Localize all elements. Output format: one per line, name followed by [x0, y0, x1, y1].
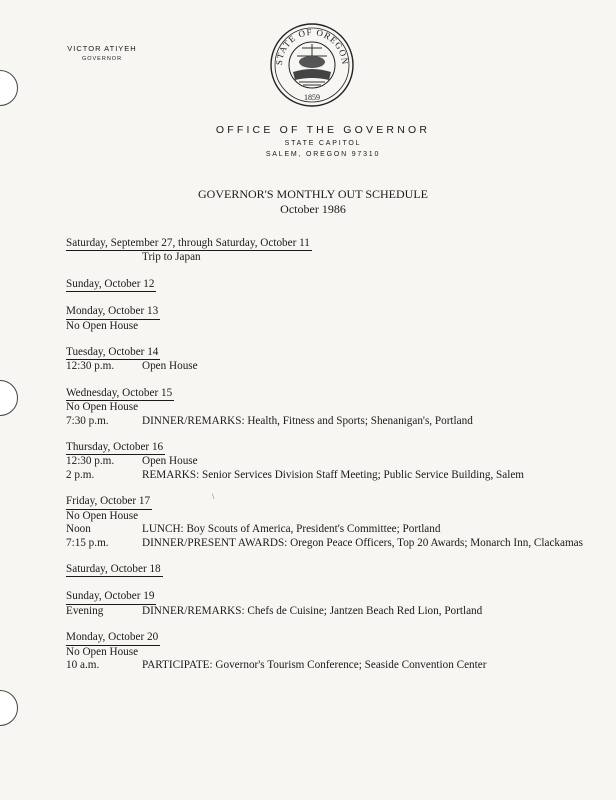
- day-date: Thursday, October 16: [66, 441, 165, 455]
- entry-time: Evening: [66, 604, 104, 617]
- binder-hole: [0, 70, 18, 106]
- office-address: [0, 124, 616, 158]
- schedule-entry: [66, 605, 586, 618]
- schedule-day: [66, 441, 586, 482]
- entry-time: 7:15 p.m.: [66, 536, 109, 549]
- schedule-day: [66, 631, 586, 672]
- schedule-entry: [66, 415, 586, 428]
- day-date: Sunday, October 19: [66, 590, 156, 604]
- entry-description: Open House: [142, 455, 198, 468]
- entry-time: 2 p.m.: [66, 468, 95, 481]
- document-title: GOVERNOR'S MONTHLY OUT SCHEDULE: [198, 187, 428, 201]
- schedule-entry: [66, 659, 586, 672]
- entry-time: 10 a.m.: [66, 658, 100, 671]
- day-date: Tuesday, October 14: [66, 346, 160, 360]
- day-date: Sunday, October 12: [66, 278, 156, 292]
- entry-description: DINNER/PRESENT AWARDS: Oregon Peace Officers, Top 20 Awards; Monarch Inn, Clackamas: [142, 536, 583, 549]
- entry-description: PARTICIPATE: Governor's Tourism Conference; Seaside Convention Center: [142, 658, 487, 671]
- entry-description: LUNCH: Boy Scouts of America, President's Committee; Portland: [142, 523, 441, 536]
- schedule-list: [66, 237, 586, 685]
- schedule-day: [66, 278, 586, 292]
- day-note: No Open House: [66, 645, 139, 658]
- entry-time: 7:30 p.m.: [66, 414, 109, 427]
- schedule-day: [66, 387, 586, 428]
- day-date: Saturday, September 27, through Saturday, October 11: [66, 237, 312, 251]
- office-name: OFFICE OF THE GOVERNOR: [215, 124, 431, 136]
- schedule-day: [66, 346, 586, 374]
- binder-hole: [0, 690, 18, 726]
- entry-time: 12:30 p.m.: [66, 455, 115, 468]
- day-note: No Open House: [66, 319, 139, 332]
- day-note: No Open House: [66, 401, 139, 414]
- day-event: Trip to Japan: [142, 251, 201, 264]
- entry-description: DINNER/REMARKS: Health, Fitness and Sports; Shenanigan's, Portland: [142, 414, 473, 427]
- schedule-entry: [66, 469, 586, 482]
- governor-title: GOVERNOR: [81, 56, 123, 62]
- state-seal-icon: [269, 22, 355, 108]
- schedule-day: [66, 237, 586, 265]
- day-date: Friday, October 17: [66, 495, 152, 509]
- day-date: Monday, October 20: [66, 631, 160, 645]
- schedule-day: [66, 495, 586, 550]
- seal-text: STATE OF OREGON: [273, 26, 351, 66]
- entry-time: Noon: [66, 523, 91, 536]
- entry-description: Open House: [142, 360, 198, 373]
- schedule-entry: [66, 360, 586, 373]
- schedule-entry: [66, 537, 586, 550]
- document-title-block: [0, 187, 616, 217]
- governor-name: VICTOR ATIYEH: [67, 44, 137, 53]
- schedule-entry: [66, 523, 586, 536]
- schedule-day: [66, 563, 586, 577]
- day-date: Wednesday, October 15: [66, 387, 174, 401]
- schedule-day: [66, 305, 586, 333]
- document-subtitle: October 1986: [280, 202, 346, 216]
- binder-hole: [0, 380, 18, 416]
- office-city: SALEM, OREGON 97310: [265, 151, 381, 158]
- governor-letterhead: [62, 44, 142, 62]
- entry-time: 12:30 p.m.: [66, 360, 115, 373]
- day-note: No Open House: [66, 509, 139, 522]
- entry-description: DINNER/REMARKS: Chefs de Cuisine; Jantzen Beach Red Lion, Portland: [142, 604, 483, 617]
- day-date: Saturday, October 18: [66, 563, 163, 577]
- pen-mark: \: [212, 492, 215, 501]
- schedule-day: [66, 590, 586, 618]
- schedule-entry: [66, 455, 586, 468]
- seal-year: 1859: [304, 93, 320, 102]
- day-date: Monday, October 13: [66, 305, 160, 319]
- entry-description: REMARKS: Senior Services Division Staff Meeting; Public Service Building, Salem: [142, 468, 525, 481]
- office-building: STATE CAPITOL: [284, 140, 362, 147]
